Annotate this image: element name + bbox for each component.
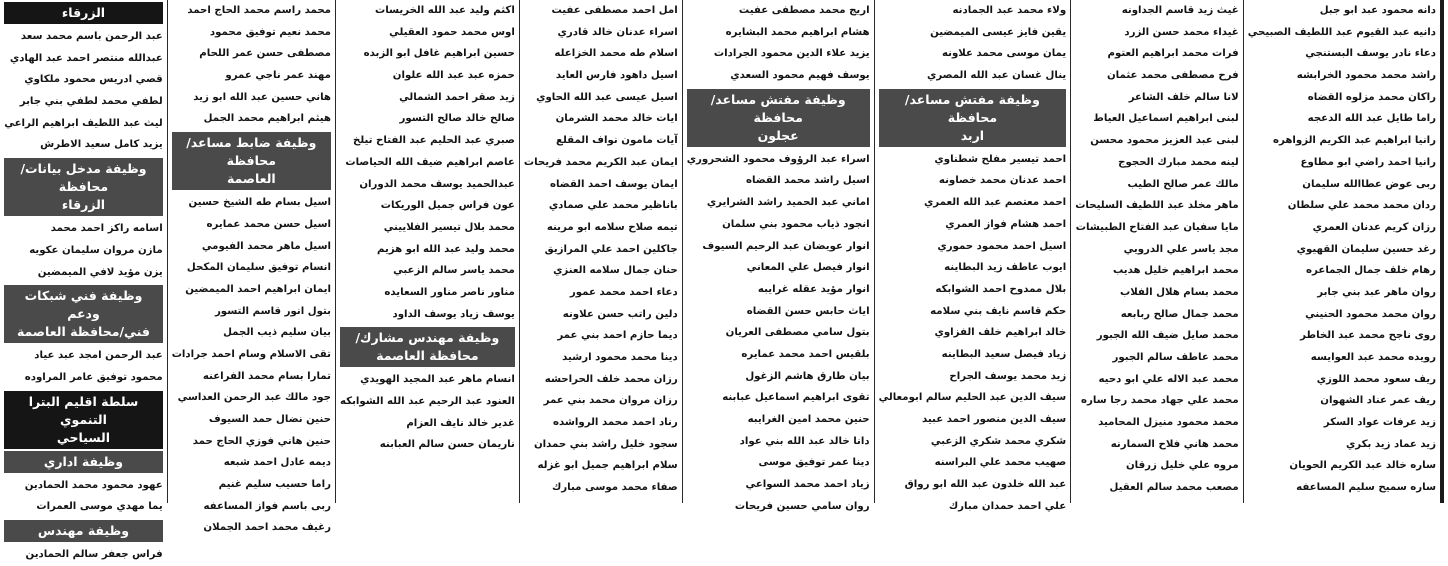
name-entry: روان محمد محمود الحنيني (1305, 308, 1436, 320)
section-header-line: عجلون (757, 127, 799, 143)
name-entry: يزيد علاء الدين محمود الجرادات (713, 48, 870, 60)
name-entry: فرح مصطفى محمد عثمان (1106, 70, 1239, 82)
name-entry: تيمه صلاح سلامه ابو مرينه (546, 221, 678, 233)
name-entry: عبدالله منتصر احمد عبد الهادي (9, 52, 163, 64)
name-entry: دعاء احمد محمد عمور (569, 286, 678, 298)
name-entry: صالح خالد صالح التسور (399, 113, 515, 125)
name-column-5 (519, 0, 682, 503)
name-entry: يوسف فهيم محمود السعدي (730, 70, 870, 82)
name-entry: دينا عمر توفيق موسى (758, 457, 870, 469)
name-entry: باناظير محمد علي صمادي (548, 200, 678, 212)
name-entry: تمارا بسام محمد الفراعنه (202, 370, 331, 382)
name-entry: بيان طارق هاشم الزغول (745, 370, 870, 382)
name-entry: اسيل حسن محمد عمايره (206, 218, 331, 230)
name-entry: زيد عرفات عواد السكر (1323, 417, 1436, 429)
name-entry: زيد عماد زيد بكري (1345, 438, 1436, 450)
name-entry: حنان جمال سلامه العنزي (553, 265, 678, 277)
name-entry: دعاء نادر يوسف البستنجي (1305, 48, 1436, 60)
name-entry: محمود توفيق عامر المراوده (24, 371, 163, 383)
name-column-3 (874, 0, 1071, 512)
name-entry: انسام توفيق سليمان المكحل (186, 262, 331, 274)
section-header (687, 89, 870, 147)
section-header-line: وظيفة مفتش مساعد/محافظة (904, 91, 1040, 125)
name-entry: ساره خالد عبد الكريم الحويان (1289, 460, 1436, 472)
name-entry: محمد محمود منيزل المحاميد (1098, 417, 1239, 429)
name-entry: ليث عبد اللطيف ابراهيم الراعي (4, 117, 163, 129)
section-header-line: العاصمة (226, 171, 276, 187)
name-entry: دلين راتب حسن علاونه (562, 308, 678, 320)
name-entry: راما طايل عبد الله الدعجه (1307, 113, 1436, 125)
name-entry: محمد صايل ضيف الله الجبور (1096, 330, 1239, 342)
name-entry: لينه محمد مبارك الحجوج (1118, 156, 1239, 168)
name-entry: صبري عبد الحليم عبد الفتاح تيلخ (353, 135, 515, 147)
name-entry: ناريمان حسن سالم العبابنه (379, 439, 515, 451)
name-entry: ربى عوض عطاالله سليمان (1302, 178, 1436, 190)
name-entry: رانيا ابراهيم عبد الكريم الزواهره (1273, 135, 1436, 147)
name-entry: ديما حازم احمد بني عمر (557, 330, 678, 342)
name-entry: مجد ياسر علي الدرويي (1123, 243, 1239, 255)
name-entry: هيثم ابراهيم محمد الجمل (203, 113, 331, 125)
name-entry: زيد صقر احمد الشمالي (399, 91, 515, 103)
name-entry: فرات محمد ابراهيم العتوم (1107, 48, 1239, 60)
name-entry: ايمان ابراهيم احمد الميمضين (185, 283, 331, 295)
name-entry: انوار عويضان عبد الرحيم السيوف (702, 240, 870, 252)
name-entry: غدير خالد نايف العزام (406, 417, 515, 429)
name-entry: اسيل احمد محمود حموري (937, 240, 1067, 252)
name-entry: ولاء محمد عبد الجمادنه (952, 5, 1067, 16)
name-entry: مازن مروان سليمان عكويه (29, 244, 163, 256)
name-entry: دانا خالد عبد الله بني عواد (739, 435, 870, 447)
name-entry: ايات خالد محمد الشرمان (555, 113, 678, 125)
name-column-1 (1243, 0, 1440, 503)
name-entry: مروه علي خليل زرقان (1125, 460, 1239, 472)
name-entry: غيداء محمد حسن الزرد (1124, 26, 1239, 38)
name-entry: ساره سميح سليم المساعفه (1296, 482, 1436, 494)
name-entry: محمد علي جهاد محمد رجا ساره (1080, 395, 1239, 407)
name-entry: هشام ابراهيم محمد البشايره (725, 26, 870, 38)
name-entry: اياث حابس حسن القضاه (746, 305, 870, 317)
name-entry: لطفي محمد لطفي بني جابر (19, 96, 163, 108)
name-entry: سيف الدين منصور احمد عبيد (922, 414, 1067, 425)
name-entry: امل احمد مصطفى عفيت (551, 5, 678, 16)
name-entry: رغيف محمد احمد الجملان (203, 522, 331, 534)
name-entry: بلال ممدوح احمد الشوابكه (935, 283, 1067, 295)
section-header-line: وظيفة مدخل بيانات/محافظة (20, 161, 147, 195)
name-entry: ينال غسان عبد الله المصري (926, 70, 1067, 82)
name-entry: جاكلين احمد علي المرازيق (544, 243, 678, 255)
name-entry: محمد ابراهيم خليل هديب (1113, 265, 1239, 277)
name-entry: عون فراس جميل الوريكات (380, 200, 515, 212)
name-entry: يزن مؤيد لافي الميمضين (37, 266, 163, 278)
name-entry: صهيب محمد علي البراسنه (934, 457, 1067, 469)
name-entry: انوار فيصل علي المعاني (746, 262, 870, 274)
name-entry: محمد جمال صالح ربابعه (1120, 308, 1239, 320)
name-entry: ربى باسم فواز المساعفه (203, 500, 331, 512)
name-entry: محمد ياسر سالم الزعبي (393, 265, 515, 277)
name-entry: محمد راسم محمد الحاج احمد (187, 5, 331, 16)
newspaper-name-list (4, 0, 1448, 560)
section-header-line: وظيفة ضابط مساعد/محافظة (186, 135, 317, 169)
name-entry: صفاء محمد موسى مبارك (551, 482, 678, 494)
name-entry: رويده محمد عبد العوايسه (1310, 352, 1436, 363)
name-entry: يوسف زياد يوسف الداود (392, 308, 515, 320)
name-entry: تقى الاسلام وسام احمد جرادات (171, 348, 331, 360)
name-entry: رغد حسين سليمان القهيوي (1296, 243, 1436, 255)
name-entry: رزان محمد خلف الحراحشه (544, 373, 678, 385)
section-header (4, 285, 162, 343)
name-entry: ريف سعود محمد اللوزي (1316, 373, 1436, 385)
name-entry: ديمه عادل احمد شبعه (223, 457, 331, 469)
name-entry: اسراء عدنان خالد قادري (557, 26, 678, 38)
name-entry: سجود خليل راشد بني حمدان (533, 438, 678, 450)
name-entry: محمد بسام هلال الفلاب (1119, 286, 1239, 298)
name-entry: اسراء عبد الرؤوف محمود الشحروري (686, 153, 870, 165)
name-entry: مهند عمر ناجي عمرو (225, 70, 331, 82)
name-entry: فراس جعفر سالم الحمادين (25, 548, 163, 560)
name-entry: مايا سفيان عبد الفتاح الطبيشات (1075, 221, 1239, 233)
section-header-line: السياحي (56, 429, 111, 445)
name-entry: روان ماهر عبد بني جابر (1317, 286, 1436, 298)
name-entry: دينا محمد محمود ارشيد (562, 352, 678, 363)
section-header-line: وظيفة مفتش مساعد/محافظة (710, 91, 846, 125)
name-entry: يما مهدي موسى العمرات (36, 501, 163, 513)
name-entry: محمد نعيم توفيق محمود (209, 26, 331, 38)
name-entry: لانا سالم خلف الشاعر (1128, 91, 1239, 103)
section-header-line: فني/محافظة العاصمة (16, 324, 150, 340)
name-entry: روى ناجح محمد عبد الخاطر (1300, 330, 1436, 342)
name-entry: سلام ابراهيم جميل ابو غزله (537, 460, 678, 472)
name-entry: لبنى عبد العزيز محمود محسن (1090, 135, 1239, 147)
name-entry: اسامه راكز احمد محمد (50, 223, 163, 235)
name-entry: روان سامي حسين فريحات (734, 500, 870, 512)
name-entry: يزيد كامل سعيد الاطرش (40, 139, 163, 151)
name-entry: عبد الله خلدون عبد الله ابو رواق (904, 479, 1067, 491)
name-entry: راشد محمد محمود الخرابشه (1296, 70, 1436, 82)
name-entry: آيات مامون نواف المقلع (556, 135, 678, 147)
name-entry: حمزه عبد عبد الله علوان (392, 70, 515, 82)
name-entry: رناد احمد محمد الرواشده (553, 417, 678, 429)
name-entry: يمان موسى محمد علاونه (941, 48, 1067, 60)
name-entry: رهام خلف جمال الجماعره (1306, 265, 1436, 277)
name-entry: محمد هاني فلاح السمارنه (1110, 438, 1239, 450)
name-entry: غيث زيد قاسم الجداونه (1121, 5, 1239, 16)
name-column-7 (167, 0, 335, 534)
name-entry: بتول سامي مصطفى العريان (725, 327, 870, 339)
name-entry: اسلام طه محمد الخزاعله (554, 48, 678, 60)
name-entry: عبد الرحمن امجد عبد عياد (34, 350, 163, 362)
name-entry: عهود محمود محمد الحمادين (24, 479, 163, 491)
name-entry: عبدالحميد يوسف محمد الدوران (359, 178, 515, 190)
section-header-line: محافظة العاصمة (376, 348, 479, 364)
name-entry: ايمان عبد الكريم محمد فريحات (523, 156, 678, 168)
name-entry: قصي ادريس محمود ملكاوي (24, 74, 163, 86)
section-header-line: الزرقاء (61, 5, 106, 20)
name-entry: انسام ماهر عبد المجيد الهويدي (360, 374, 515, 386)
name-column-2 (1070, 0, 1243, 503)
name-entry: زيد محمد يوسف الجراح (949, 370, 1067, 382)
name-entry: اسيل راشد محمد القضاه (746, 175, 870, 187)
name-entry: محمد بلال تيسير الفلاييني (383, 221, 515, 233)
name-column-6 (335, 0, 519, 503)
name-entry: راما حسيب سليم غنيم (218, 479, 331, 491)
section-header-line: سلطة اقليم البترا التنموي (28, 393, 139, 427)
name-entry: رزان مروان محمد بني عمر (543, 395, 678, 407)
section-header-line: اربد (960, 127, 985, 143)
name-entry: اسيل بسام طه الشيخ حسين (188, 197, 331, 209)
name-entry: ماهر مخلد عبد اللطيف السليحات (1075, 200, 1239, 212)
name-entry: يقين فايز عيسى الميمضين (930, 26, 1067, 38)
section-header-line: الزرقاء (61, 197, 106, 213)
name-column-4 (682, 0, 874, 512)
section-header (172, 132, 331, 190)
name-entry: سيف الدين عبد الحليم سالم ابومعالي (878, 392, 1067, 404)
name-entry: محمد وليد عبد الله ابو هزيم (376, 243, 515, 255)
name-entry: اكثم وليد عبد الله الخريسات (374, 5, 515, 16)
section-header (340, 327, 515, 367)
name-entry: مالك عمر صالح الطيب (1127, 178, 1239, 190)
name-entry: انوار مؤيد عقله غرايبه (757, 283, 870, 295)
name-entry: رانيا احمد راضي ابو مطاوع (1300, 156, 1436, 168)
name-entry: عبد الرحمن باسم محمد سعد (20, 31, 163, 42)
name-entry: محمد عاطف سالم الجبور (1112, 352, 1239, 363)
name-entry: دانيه عبد القيوم عبد اللطيف الصبيحي (1247, 26, 1436, 38)
name-entry: ردان محمد محمد علي سلطان (1287, 200, 1436, 212)
name-entry: اماني عبد الحميد راشد الشرايري (706, 197, 870, 209)
name-entry: حنين محمد امين الغرايبه (747, 414, 870, 425)
name-entry: احمد عدنان محمد خصاونه (938, 175, 1067, 187)
name-entry: حنين نضال حمد السيوف (208, 414, 331, 425)
name-entry: علي احمد حمدان مبارك (948, 500, 1067, 512)
name-entry: ريف عمر عناد الشهوان (1320, 395, 1436, 407)
section-header-line: وظيفة فني شبكات ودعم (24, 288, 143, 322)
name-entry: احمد تيسير مفلح شطناوي (934, 153, 1067, 165)
name-entry: راكان محمد مزلوه القضاه (1307, 91, 1436, 103)
section-header-line: وظيفة مهندس مشارك/ (355, 330, 500, 346)
name-entry: زياد فيصل سعيد البطاينه (941, 348, 1067, 360)
name-entry: اوس محمد حمود العقيلي (389, 26, 515, 38)
name-entry: احمد معتصم عبد الله العمري (923, 197, 1067, 209)
section-header-line: وظيفة اداري (43, 453, 124, 469)
name-entry: عاصم ابراهيم ضيف الله الحياصات (345, 156, 515, 168)
name-entry: بلقيس احمد محمد عمايره (741, 348, 870, 360)
section-header (4, 2, 162, 24)
section-header-line: وظيفة مهندس (37, 522, 130, 538)
name-entry: انجود ذياب محمود بني سلمان (722, 218, 870, 230)
name-entry: تقوى ابراهيم اسماعيل عبابنه (722, 392, 870, 404)
name-entry: حنين هاني فوزي الحاج حمد (192, 435, 331, 447)
name-entry: خالد ابراهيم خلف الفزاوي (934, 327, 1067, 339)
name-entry: بتول انور قاسم التسور (214, 305, 331, 317)
name-entry: اسيل داهود فارس العايد (555, 70, 678, 82)
name-entry: اسيل عيسى عبد الله الحاوي (536, 91, 678, 103)
name-entry: اريج محمد مصطفى عفيت (738, 5, 870, 16)
name-entry: محمد عبد الاله علي ابو دحيه (1098, 373, 1239, 385)
name-entry: هاني حسين عبد الله ابو زيد (193, 91, 331, 103)
name-entry: دانه محمود عبد ابو جبل (1319, 5, 1436, 16)
name-column-8 (0, 0, 166, 560)
name-entry: شكري محمد شكري الزعبي (930, 435, 1067, 447)
name-entry: مصعب محمد سالم العقيل (1109, 482, 1239, 494)
name-entry: ايمان يوسف احمد القضاه (549, 178, 678, 190)
section-header (4, 158, 162, 216)
name-entry: اسيل ماهر محمد الفيومي (201, 240, 331, 252)
section-header (4, 451, 162, 473)
section-header (879, 89, 1067, 147)
name-entry: مصطفى حسن عمر اللحام (199, 48, 331, 60)
section-header (4, 520, 162, 542)
page-edge-rule (1440, 0, 1444, 503)
name-entry: حسين ابراهيم غافل ابو الزبده (363, 48, 515, 60)
name-entry: جود مالك عبد الرحمن العداسي (177, 392, 331, 404)
section-header (4, 391, 162, 449)
name-entry: زياد احمد محمد السواعي (745, 479, 870, 491)
name-entry: رزان كريم عدنان العمري (1312, 221, 1436, 233)
name-entry: حكم قاسم نايف بني سلامه (930, 305, 1067, 317)
name-entry: ايوب عاطف زيد البطاينه (944, 262, 1067, 274)
name-entry: لبنى ابراهيم اسماعيل العياط (1093, 113, 1239, 125)
name-entry: مناور ناصر مناور السعايده (384, 286, 515, 298)
name-entry: احمد هشام فواز العمري (945, 218, 1067, 230)
name-entry: العنود عبد الرحيم عبد الله الشوابكه (339, 396, 515, 407)
name-entry: بيان سليم ذيب الجمل (223, 327, 331, 339)
